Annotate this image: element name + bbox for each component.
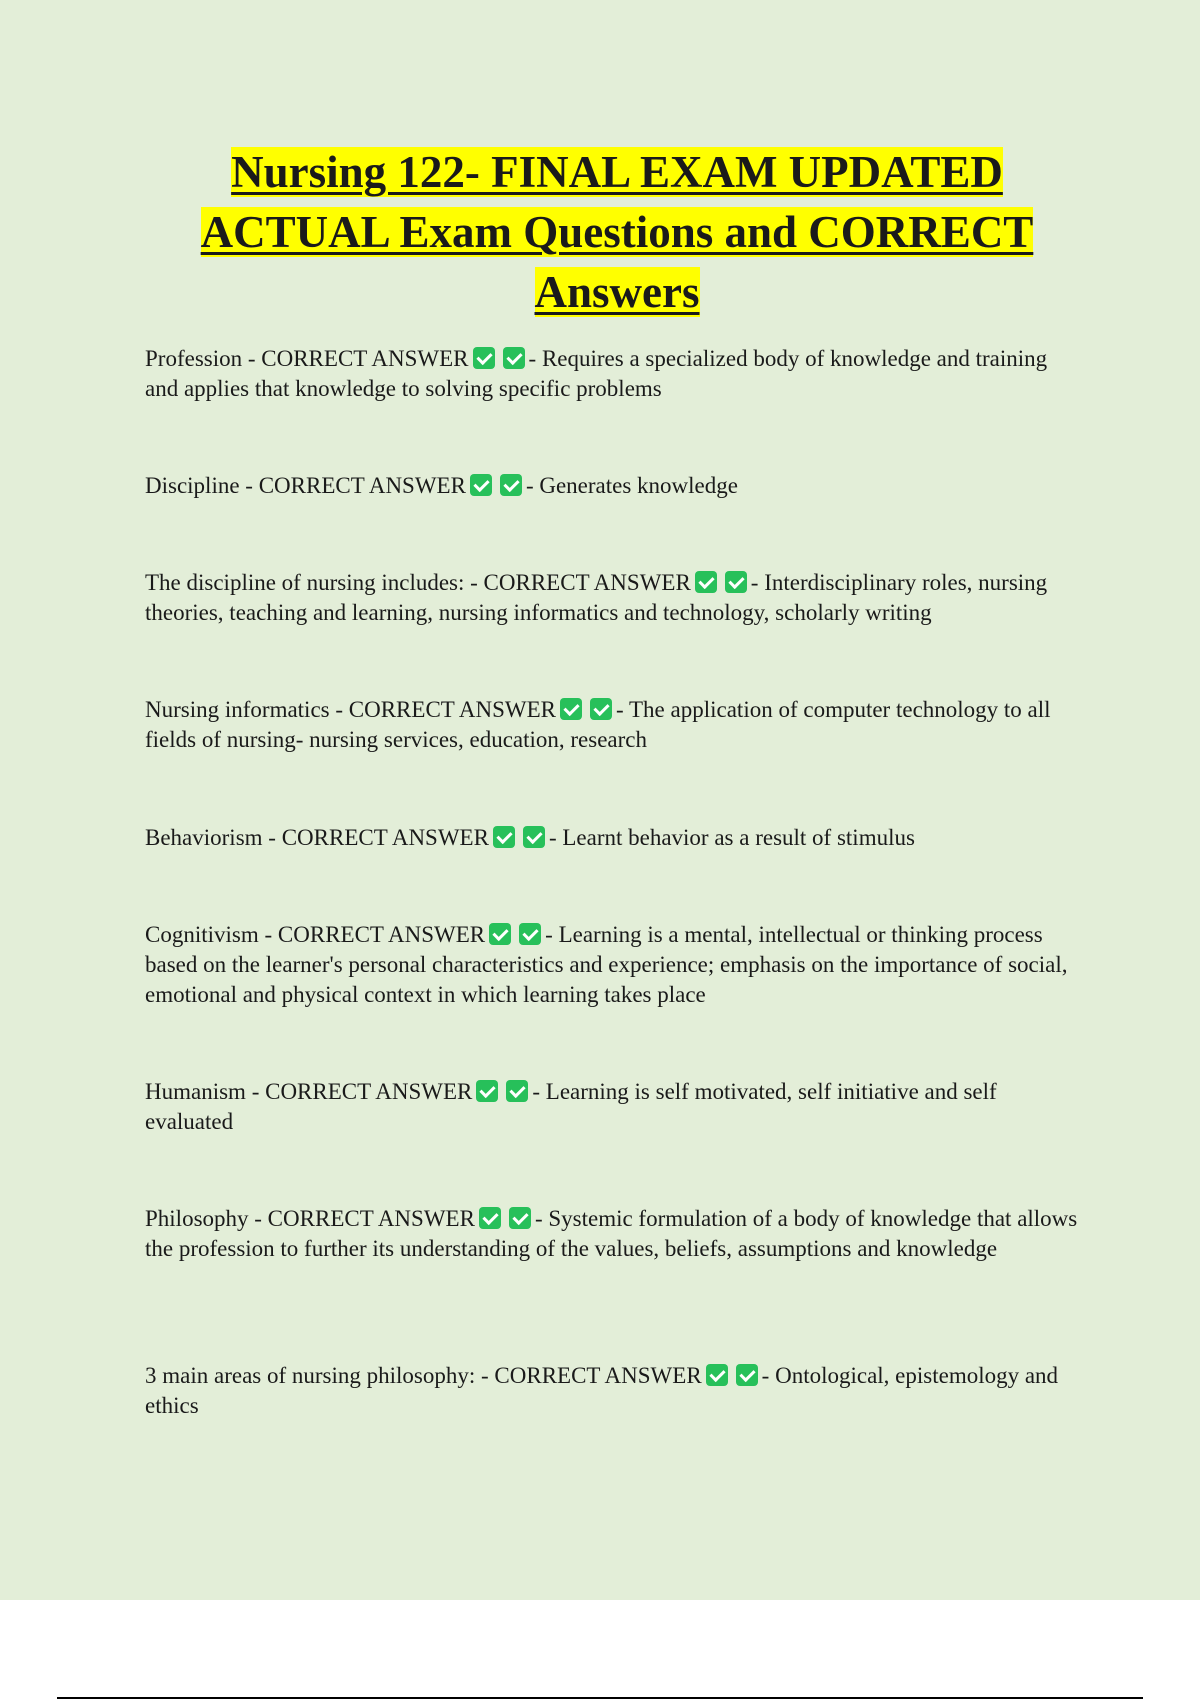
answer-text: - Ontological, epistemology and ethics xyxy=(145,1363,1059,1418)
qa-entry-philosophy xyxy=(145,1204,1085,1264)
qa-entry-discipline-of-nursing xyxy=(145,568,1085,628)
question-term: Discipline - CORRECT ANSWER xyxy=(145,473,466,498)
qa-entry-profession xyxy=(145,344,1085,404)
qa-entry-discipline xyxy=(145,471,1085,501)
qa-entry-nursing-informatics xyxy=(145,695,1085,755)
check-mark-icon xyxy=(476,1080,498,1102)
check-mark-icon xyxy=(506,1080,528,1102)
check-mark-icon xyxy=(470,474,492,496)
check-mark-icon xyxy=(590,698,612,720)
document-title xyxy=(150,142,1084,322)
answer-text: - Generates knowledge xyxy=(525,473,738,498)
question-term: The discipline of nursing includes: - CORRECT ANSWER xyxy=(145,570,691,595)
answer-text: - Learning is self motivated, self initiative and self evaluated xyxy=(145,1079,997,1134)
question-term: Nursing informatics - CORRECT ANSWER xyxy=(145,697,557,722)
check-mark-icon xyxy=(500,474,522,496)
qa-entry-nursing-philosophy-areas xyxy=(145,1361,1085,1421)
check-mark-icon xyxy=(509,1207,531,1229)
check-mark-icon xyxy=(489,923,511,945)
question-term: Behaviorism - CORRECT ANSWER xyxy=(145,825,489,850)
title-line-2: ACTUAL Exam Questions and CORRECT xyxy=(200,207,1034,257)
check-mark-icon xyxy=(493,826,515,848)
qa-entry-behaviorism xyxy=(145,823,1085,853)
check-mark-icon xyxy=(519,923,541,945)
answer-text: - The application of computer technology to all fields of nursing- nursing services, education, research xyxy=(145,697,1051,752)
answer-text: - Requires a specialized body of knowledge and training and applies that knowledge to solving specific problems xyxy=(145,346,1048,401)
check-mark-icon xyxy=(706,1364,728,1386)
check-mark-icon xyxy=(736,1364,758,1386)
check-mark-icon xyxy=(695,571,717,593)
check-mark-icon xyxy=(473,347,495,369)
check-mark-icon xyxy=(560,698,582,720)
qa-entry-cognitivism xyxy=(145,920,1085,1010)
question-term: Cognitivism - CORRECT ANSWER xyxy=(145,922,486,947)
question-term: 3 main areas of nursing philosophy: - CORRECT ANSWER xyxy=(145,1363,702,1388)
check-mark-icon xyxy=(503,347,525,369)
title-line-1: Nursing 122- FINAL EXAM UPDATED xyxy=(231,147,1003,197)
check-mark-icon xyxy=(523,826,545,848)
answer-text: - Learnt behavior as a result of stimulus xyxy=(548,825,915,850)
answer-text: - Learning is a mental, intellectual or thinking process based on the learner's personal characteristics and experience; emphasis on the importance of social, emotional and physical context in which learning takes place xyxy=(145,922,1068,1007)
page-divider xyxy=(57,1697,1143,1699)
answer-text: - Systemic formulation of a body of knowledge that allows the profession to further its understanding of the values, beliefs, assumptions and knowledge xyxy=(145,1206,1078,1261)
answer-text: - Interdisciplinary roles, nursing theories, teaching and learning, nursing informatics and technology, scholarly writing xyxy=(145,570,1048,625)
question-term: Profession - CORRECT ANSWER xyxy=(145,346,469,371)
question-term: Humanism - CORRECT ANSWER xyxy=(145,1079,473,1104)
check-mark-icon xyxy=(725,571,747,593)
title-line-3: Answers xyxy=(534,267,700,317)
qa-entry-humanism xyxy=(145,1077,1085,1137)
question-term: Philosophy - CORRECT ANSWER xyxy=(145,1206,475,1231)
check-mark-icon xyxy=(479,1207,501,1229)
